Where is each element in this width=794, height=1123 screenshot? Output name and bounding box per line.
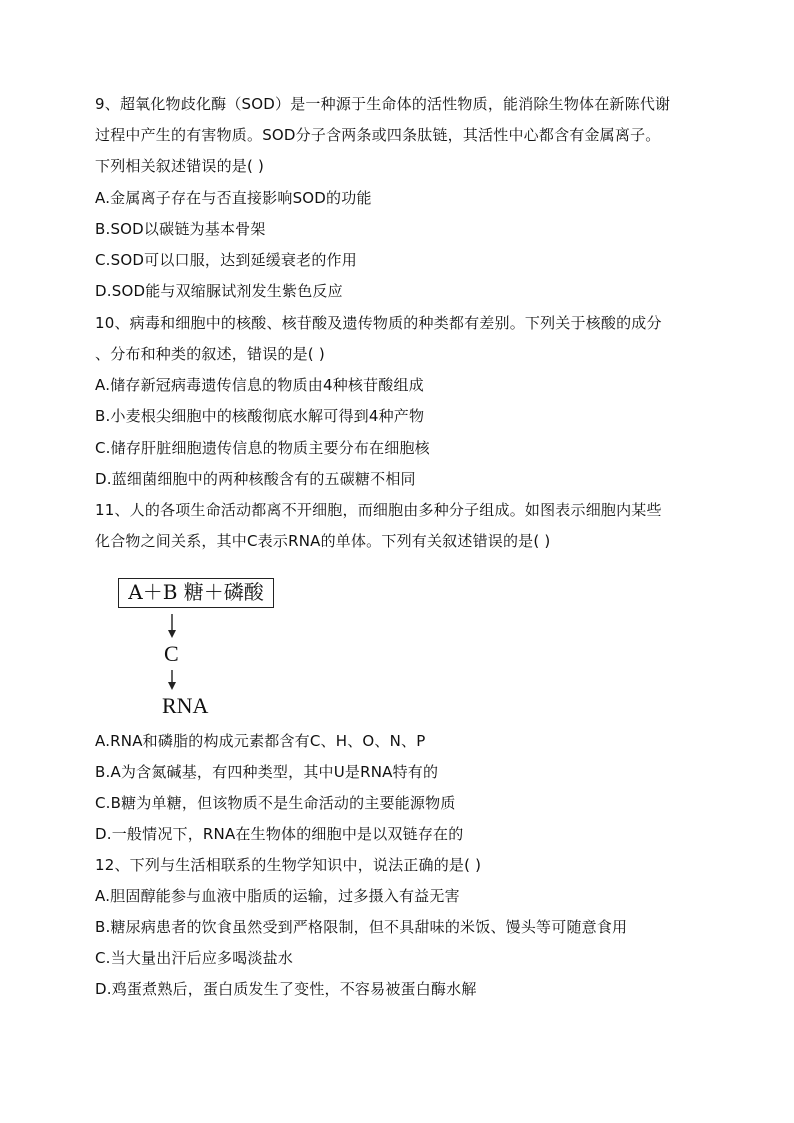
arrow-c-to-rna-head	[168, 682, 176, 690]
diagram-node-rna: RNA	[162, 693, 209, 718]
question-12-stem-line-1: 12、下列与生活相联系的生物学知识中，说法正确的是( )	[95, 856, 482, 874]
question-9-option-a: A.金属离子存在与否直接影响SOD的功能	[95, 189, 372, 207]
question-10-option-a: A.储存新冠病毒遗传信息的物质由4种核苷酸组成	[95, 376, 424, 394]
question-10-option-d: D.蓝细菌细胞中的两种核酸含有的五碳糖不相同	[95, 470, 416, 488]
question-9-stem-line-2: 过程中产生的有害物质。SOD分子含两条或四条肽链，其活性中心都含有金属离子。	[95, 126, 661, 144]
question-11-option-b: B.A为含氮碱基，有四种类型，其中U是RNA特有的	[95, 763, 439, 781]
question-9-option-b: B.SOD以碳链为基本骨架	[95, 220, 266, 238]
question-10-stem-line-2: 、分布和种类的叙述，错误的是( )	[95, 345, 325, 363]
question-10-option-c: C.储存肝脏细胞遗传信息的物质主要分布在细胞核	[95, 439, 430, 457]
diagram-box-a-plus-b-sugar-phosphate: A＋B 糖＋磷酸	[118, 578, 274, 608]
question-10-option-b: B.小麦根尖细胞中的核酸彻底水解可得到4种产物	[95, 407, 425, 425]
rna-composition-diagram	[118, 578, 278, 720]
question-12-option-a: A.胆固醇能参与血液中脂质的运输，过多摄入有益无害	[95, 887, 460, 905]
question-10-stem-line-1: 10、病毒和细胞中的核酸、核苷酸及遗传物质的种类都有差别。下列关于核酸的成分	[95, 314, 662, 332]
question-12-option-b: B.糖尿病患者的饮食虽然受到严格限制，但不具甜味的米饭、馒头等可随意食用	[95, 918, 628, 936]
question-11-stem-line-2: 化合物之间关系，其中C表示RNA的单体。下列有关叙述错误的是( )	[95, 532, 551, 550]
question-12-option-d: D.鸡蛋煮熟后，蛋白质发生了变性，不容易被蛋白酶水解	[95, 980, 477, 998]
question-11-stem-line-1: 11、人的各项生命活动都离不开细胞，而细胞由多种分子组成。如图表示细胞内某些	[95, 501, 662, 519]
question-9-option-c: C.SOD可以口服，达到延缓衰老的作用	[95, 251, 357, 269]
diagram-node-c: C	[164, 641, 179, 666]
question-12-option-c: C.当大量出汗后应多喝淡盐水	[95, 949, 294, 967]
arrow-box-to-c-head	[168, 630, 176, 638]
question-9-stem-line-1: 9、超氧化物歧化酶（SOD）是一种源于生命体的活性物质，能消除生物体在新陈代谢	[95, 95, 671, 113]
question-9-stem-line-3: 下列相关叙述错误的是( )	[95, 157, 265, 175]
question-11-option-a: A.RNA和磷脂的构成元素都含有C、H、O、N、P	[95, 732, 426, 750]
question-11-option-c: C.B糖为单糖，但该物质不是生命活动的主要能源物质	[95, 794, 456, 812]
question-11-option-d: D.一般情况下，RNA在生物体的细胞中是以双链存在的	[95, 825, 464, 843]
question-9-option-d: D.SOD能与双缩脲试剂发生紫色反应	[95, 282, 343, 300]
